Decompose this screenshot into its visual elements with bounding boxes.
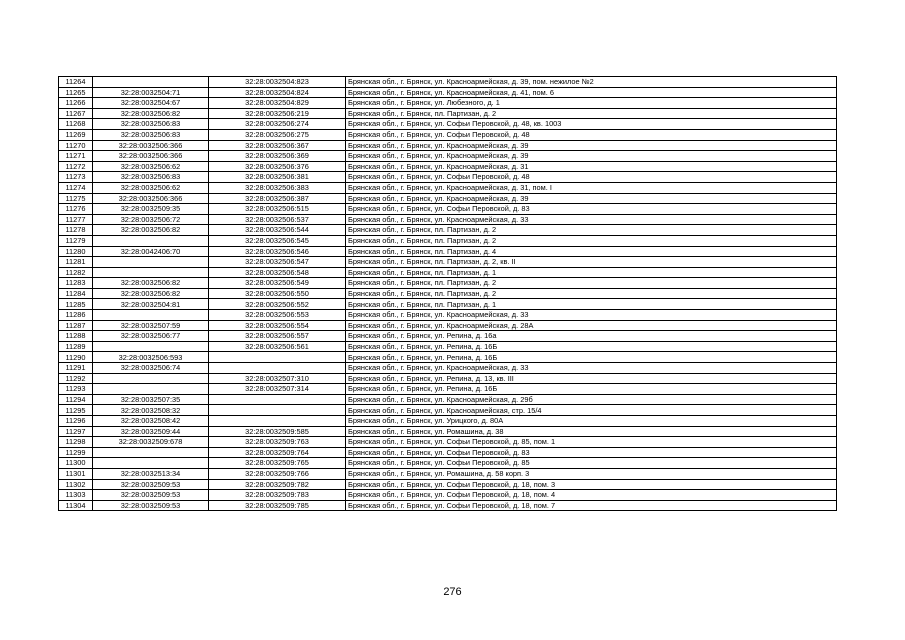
table-row xyxy=(59,384,837,395)
table-row xyxy=(59,500,837,511)
address-cell: Брянская обл., г. Брянск, пл. Партизан, д. 2 xyxy=(346,288,837,299)
table-row xyxy=(59,479,837,490)
old-cadastral-number-cell: 32:28:0032506:72 xyxy=(93,214,209,225)
old-cadastral-number-cell: 32:28:0032508:42 xyxy=(93,416,209,427)
row-number-cell: 11300 xyxy=(59,458,93,469)
table-row xyxy=(59,182,837,193)
row-number-cell: 11266 xyxy=(59,98,93,109)
row-number-cell: 11304 xyxy=(59,500,93,511)
address-cell: Брянская обл., г. Брянск, ул. Красноармейская, д. 33 xyxy=(346,310,837,321)
row-number-cell: 11275 xyxy=(59,193,93,204)
address-cell: Брянская обл., г. Брянск, ул. Репина, д. 13, кв. III xyxy=(346,373,837,384)
old-cadastral-number-cell xyxy=(93,235,209,246)
table-row xyxy=(59,426,837,437)
row-number-cell: 11290 xyxy=(59,352,93,363)
new-cadastral-number-cell: 32:28:0032509:763 xyxy=(209,437,346,448)
row-number-cell: 11278 xyxy=(59,225,93,236)
row-number-cell: 11294 xyxy=(59,394,93,405)
table-row xyxy=(59,288,837,299)
page-number: 276 xyxy=(443,586,462,598)
new-cadastral-number-cell: 32:28:0032506:550 xyxy=(209,288,346,299)
old-cadastral-number-cell: 32:28:0032506:83 xyxy=(93,119,209,130)
new-cadastral-number-cell: 32:28:0032506:367 xyxy=(209,140,346,151)
new-cadastral-number-cell xyxy=(209,352,346,363)
row-number-cell: 11274 xyxy=(59,182,93,193)
address-cell: Брянская обл., г. Брянск, ул. Софьи Перовской, д. 85, пом. 1 xyxy=(346,437,837,448)
table-row xyxy=(59,278,837,289)
records-table-body xyxy=(59,77,837,511)
old-cadastral-number-cell xyxy=(93,384,209,395)
table-row xyxy=(59,416,837,427)
row-number-cell: 11301 xyxy=(59,468,93,479)
old-cadastral-number-cell: 32:28:0032504:71 xyxy=(93,87,209,98)
table-row xyxy=(59,246,837,257)
address-cell: Брянская обл., г. Брянск, ул. Красноармейская, д. 39 xyxy=(346,151,837,162)
table-row xyxy=(59,214,837,225)
old-cadastral-number-cell: 32:28:0032509:53 xyxy=(93,479,209,490)
old-cadastral-number-cell: 32:28:0032506:82 xyxy=(93,225,209,236)
new-cadastral-number-cell: 32:28:0032506:515 xyxy=(209,204,346,215)
address-cell: Брянская обл., г. Брянск, пл. Партизан, д. 4 xyxy=(346,246,837,257)
row-number-cell: 11281 xyxy=(59,257,93,268)
old-cadastral-number-cell: 32:28:0032506:82 xyxy=(93,108,209,119)
address-cell: Брянская обл., г. Брянск, ул. Красноармейская, д. 28А xyxy=(346,320,837,331)
row-number-cell: 11293 xyxy=(59,384,93,395)
row-number-cell: 11282 xyxy=(59,267,93,278)
row-number-cell: 11292 xyxy=(59,373,93,384)
old-cadastral-number-cell: 32:28:0032506:82 xyxy=(93,278,209,289)
row-number-cell: 11265 xyxy=(59,87,93,98)
old-cadastral-number-cell: 32:28:0032509:53 xyxy=(93,500,209,511)
row-number-cell: 11295 xyxy=(59,405,93,416)
address-cell: Брянская обл., г. Брянск, пл. Партизан, д. 1 xyxy=(346,267,837,278)
old-cadastral-number-cell: 32:28:0032506:82 xyxy=(93,288,209,299)
new-cadastral-number-cell: 32:28:0032504:829 xyxy=(209,98,346,109)
table-row xyxy=(59,341,837,352)
new-cadastral-number-cell: 32:28:0032506:537 xyxy=(209,214,346,225)
address-cell: Брянская обл., г. Брянск, ул. Софьи Перовской, д. 18, пом. 7 xyxy=(346,500,837,511)
row-number-cell: 11279 xyxy=(59,235,93,246)
new-cadastral-number-cell: 32:28:0032509:764 xyxy=(209,447,346,458)
table-row xyxy=(59,257,837,268)
table-row xyxy=(59,151,837,162)
new-cadastral-number-cell: 32:28:0032506:381 xyxy=(209,172,346,183)
table-row xyxy=(59,310,837,321)
new-cadastral-number-cell xyxy=(209,416,346,427)
records-table xyxy=(58,76,837,511)
new-cadastral-number-cell: 32:28:0032506:369 xyxy=(209,151,346,162)
old-cadastral-number-cell xyxy=(93,373,209,384)
new-cadastral-number-cell: 32:28:0032509:765 xyxy=(209,458,346,469)
old-cadastral-number-cell: 32:28:0032506:62 xyxy=(93,161,209,172)
row-number-cell: 11303 xyxy=(59,490,93,501)
table-row xyxy=(59,140,837,151)
row-number-cell: 11284 xyxy=(59,288,93,299)
table-row xyxy=(59,447,837,458)
new-cadastral-number-cell: 32:28:0032504:823 xyxy=(209,77,346,88)
table-row xyxy=(59,225,837,236)
old-cadastral-number-cell: 32:28:0032509:678 xyxy=(93,437,209,448)
table-row xyxy=(59,193,837,204)
row-number-cell: 11299 xyxy=(59,447,93,458)
new-cadastral-number-cell xyxy=(209,405,346,416)
row-number-cell: 11280 xyxy=(59,246,93,257)
address-cell: Брянская обл., г. Брянск, ул. Ромашина, д. 58 корп. 3 xyxy=(346,468,837,479)
old-cadastral-number-cell: 32:28:0032504:67 xyxy=(93,98,209,109)
row-number-cell: 11264 xyxy=(59,77,93,88)
table-row xyxy=(59,119,837,130)
new-cadastral-number-cell: 32:28:0032506:219 xyxy=(209,108,346,119)
address-cell: Брянская обл., г. Брянск, ул. Репина, д. 16Б xyxy=(346,352,837,363)
row-number-cell: 11271 xyxy=(59,151,93,162)
new-cadastral-number-cell: 32:28:0032506:557 xyxy=(209,331,346,342)
address-cell: Брянская обл., г. Брянск, пл. Партизан, д. 2 xyxy=(346,278,837,289)
new-cadastral-number-cell: 32:28:0032506:553 xyxy=(209,310,346,321)
address-cell: Брянская обл., г. Брянск, ул. Ромашина, д. 38 xyxy=(346,426,837,437)
address-cell: Брянская обл., г. Брянск, ул. Урицкого, д. 80А xyxy=(346,416,837,427)
row-number-cell: 11272 xyxy=(59,161,93,172)
table-row xyxy=(59,320,837,331)
address-cell: Брянская обл., г. Брянск, пл. Партизан, д. 2 xyxy=(346,108,837,119)
table-row xyxy=(59,108,837,119)
row-number-cell: 11288 xyxy=(59,331,93,342)
table-row xyxy=(59,458,837,469)
new-cadastral-number-cell: 32:28:0032506:548 xyxy=(209,267,346,278)
new-cadastral-number-cell: 32:28:0032506:275 xyxy=(209,129,346,140)
old-cadastral-number-cell: 32:28:0032509:53 xyxy=(93,490,209,501)
new-cadastral-number-cell: 32:28:0032506:376 xyxy=(209,161,346,172)
table-row xyxy=(59,394,837,405)
address-cell: Брянская обл., г. Брянск, ул. Красноармейская, д. 31, пом. I xyxy=(346,182,837,193)
old-cadastral-number-cell xyxy=(93,310,209,321)
row-number-cell: 11298 xyxy=(59,437,93,448)
row-number-cell: 11287 xyxy=(59,320,93,331)
old-cadastral-number-cell xyxy=(93,458,209,469)
new-cadastral-number-cell: 32:28:0032506:545 xyxy=(209,235,346,246)
new-cadastral-number-cell: 32:28:0032507:314 xyxy=(209,384,346,395)
address-cell: Брянская обл., г. Брянск, ул. Красноармейская, д. 33 xyxy=(346,214,837,225)
old-cadastral-number-cell: 32:28:0032506:74 xyxy=(93,363,209,374)
old-cadastral-number-cell: 32:28:0032506:593 xyxy=(93,352,209,363)
old-cadastral-number-cell xyxy=(93,77,209,88)
new-cadastral-number-cell: 32:28:0032509:783 xyxy=(209,490,346,501)
new-cadastral-number-cell: 32:28:0032506:387 xyxy=(209,193,346,204)
old-cadastral-number-cell: 32:28:0032504:81 xyxy=(93,299,209,310)
old-cadastral-number-cell: 32:28:0032506:77 xyxy=(93,331,209,342)
table-row xyxy=(59,172,837,183)
table-row xyxy=(59,129,837,140)
table-row xyxy=(59,331,837,342)
address-cell: Брянская обл., г. Брянск, ул. Красноармейская, д. 39 xyxy=(346,140,837,151)
row-number-cell: 11268 xyxy=(59,119,93,130)
row-number-cell: 11289 xyxy=(59,341,93,352)
address-cell: Брянская обл., г. Брянск, пл. Партизан, д. 1 xyxy=(346,299,837,310)
old-cadastral-number-cell: 32:28:0032507:35 xyxy=(93,394,209,405)
old-cadastral-number-cell: 32:28:0032506:62 xyxy=(93,182,209,193)
new-cadastral-number-cell: 32:28:0032506:561 xyxy=(209,341,346,352)
address-cell: Брянская обл., г. Брянск, ул. Красноармейская, д. 41, пом. 6 xyxy=(346,87,837,98)
old-cadastral-number-cell: 32:28:0032508:32 xyxy=(93,405,209,416)
old-cadastral-number-cell: 32:28:0032509:44 xyxy=(93,426,209,437)
address-cell: Брянская обл., г. Брянск, ул. Софьи Перовской, д. 83 xyxy=(346,447,837,458)
new-cadastral-number-cell: 32:28:0032504:824 xyxy=(209,87,346,98)
new-cadastral-number-cell: 32:28:0032506:274 xyxy=(209,119,346,130)
new-cadastral-number-cell: 32:28:0032506:383 xyxy=(209,182,346,193)
new-cadastral-number-cell: 32:28:0032509:766 xyxy=(209,468,346,479)
address-cell: Брянская обл., г. Брянск, ул. Софьи Перовской, д. 48, кв. 1003 xyxy=(346,119,837,130)
address-cell: Брянская обл., г. Брянск, ул. Репина, д. 16Б xyxy=(346,384,837,395)
old-cadastral-number-cell xyxy=(93,341,209,352)
row-number-cell: 11269 xyxy=(59,129,93,140)
old-cadastral-number-cell xyxy=(93,447,209,458)
new-cadastral-number-cell xyxy=(209,363,346,374)
old-cadastral-number-cell: 32:28:0042406:70 xyxy=(93,246,209,257)
table-row xyxy=(59,352,837,363)
table-row xyxy=(59,405,837,416)
address-cell: Брянская обл., г. Брянск, ул. Софьи Перовской, д. 48 xyxy=(346,129,837,140)
new-cadastral-number-cell xyxy=(209,394,346,405)
old-cadastral-number-cell: 32:28:0032506:366 xyxy=(93,140,209,151)
row-number-cell: 11296 xyxy=(59,416,93,427)
table-row xyxy=(59,363,837,374)
table-row xyxy=(59,161,837,172)
address-cell: Брянская обл., г. Брянск, пл. Партизан, д. 2 xyxy=(346,225,837,236)
old-cadastral-number-cell: 32:28:0032506:83 xyxy=(93,172,209,183)
address-cell: Брянская обл., г. Брянск, ул. Софьи Перовской, д. 18, пом. 3 xyxy=(346,479,837,490)
row-number-cell: 11286 xyxy=(59,310,93,321)
old-cadastral-number-cell xyxy=(93,257,209,268)
address-cell: Брянская обл., г. Брянск, ул. Красноармейская, д. 39, пом. нежилое №2 xyxy=(346,77,837,88)
row-number-cell: 11291 xyxy=(59,363,93,374)
old-cadastral-number-cell xyxy=(93,267,209,278)
new-cadastral-number-cell: 32:28:0032506:554 xyxy=(209,320,346,331)
new-cadastral-number-cell: 32:28:0032509:782 xyxy=(209,479,346,490)
row-number-cell: 11273 xyxy=(59,172,93,183)
row-number-cell: 11283 xyxy=(59,278,93,289)
old-cadastral-number-cell: 32:28:0032506:366 xyxy=(93,193,209,204)
address-cell: Брянская обл., г. Брянск, ул. Любезного, д. 1 xyxy=(346,98,837,109)
table-row xyxy=(59,204,837,215)
address-cell: Брянская обл., г. Брянск, ул. Софьи Перовской, д. 85 xyxy=(346,458,837,469)
new-cadastral-number-cell: 32:28:0032506:547 xyxy=(209,257,346,268)
address-cell: Брянская обл., г. Брянск, ул. Красноармейская, д. 39 xyxy=(346,193,837,204)
old-cadastral-number-cell: 32:28:0032513:34 xyxy=(93,468,209,479)
address-cell: Брянская обл., г. Брянск, ул. Красноармейская, д. 31 xyxy=(346,161,837,172)
table-row xyxy=(59,87,837,98)
address-cell: Брянская обл., г. Брянск, ул. Софьи Перовской, д. 83 xyxy=(346,204,837,215)
table-row xyxy=(59,98,837,109)
table-row xyxy=(59,299,837,310)
new-cadastral-number-cell: 32:28:0032507:310 xyxy=(209,373,346,384)
address-cell: Брянская обл., г. Брянск, ул. Красноармейская, д. 33 xyxy=(346,363,837,374)
table-row xyxy=(59,77,837,88)
address-cell: Брянская обл., г. Брянск, пл. Партизан, д. 2, кв. II xyxy=(346,257,837,268)
row-number-cell: 11277 xyxy=(59,214,93,225)
old-cadastral-number-cell: 32:28:0032509:35 xyxy=(93,204,209,215)
address-cell: Брянская обл., г. Брянск, ул. Репина, д. 16а xyxy=(346,331,837,342)
row-number-cell: 11302 xyxy=(59,479,93,490)
new-cadastral-number-cell: 32:28:0032506:544 xyxy=(209,225,346,236)
table-row xyxy=(59,373,837,384)
new-cadastral-number-cell: 32:28:0032506:552 xyxy=(209,299,346,310)
row-number-cell: 11270 xyxy=(59,140,93,151)
old-cadastral-number-cell: 32:28:0032506:366 xyxy=(93,151,209,162)
row-number-cell: 11297 xyxy=(59,426,93,437)
table-row xyxy=(59,267,837,278)
address-cell: Брянская обл., г. Брянск, ул. Красноармейская, стр. 15/4 xyxy=(346,405,837,416)
address-cell: Брянская обл., г. Брянск, ул. Репина, д. 16Б xyxy=(346,341,837,352)
table-row xyxy=(59,490,837,501)
new-cadastral-number-cell: 32:28:0032506:549 xyxy=(209,278,346,289)
old-cadastral-number-cell: 32:28:0032507:59 xyxy=(93,320,209,331)
new-cadastral-number-cell: 32:28:0032506:546 xyxy=(209,246,346,257)
table-row xyxy=(59,468,837,479)
table-row xyxy=(59,437,837,448)
address-cell: Брянская обл., г. Брянск, пл. Партизан, д. 2 xyxy=(346,235,837,246)
row-number-cell: 11276 xyxy=(59,204,93,215)
address-cell: Брянская обл., г. Брянск, ул. Софьи Перовской, д. 18, пом. 4 xyxy=(346,490,837,501)
table-row xyxy=(59,235,837,246)
address-cell: Брянская обл., г. Брянск, ул. Софьи Перовской, д. 48 xyxy=(346,172,837,183)
old-cadastral-number-cell: 32:28:0032506:83 xyxy=(93,129,209,140)
row-number-cell: 11285 xyxy=(59,299,93,310)
row-number-cell: 11267 xyxy=(59,108,93,119)
new-cadastral-number-cell: 32:28:0032509:785 xyxy=(209,500,346,511)
new-cadastral-number-cell: 32:28:0032509:585 xyxy=(209,426,346,437)
address-cell: Брянская обл., г. Брянск, ул. Красноармейская, д. 29б xyxy=(346,394,837,405)
